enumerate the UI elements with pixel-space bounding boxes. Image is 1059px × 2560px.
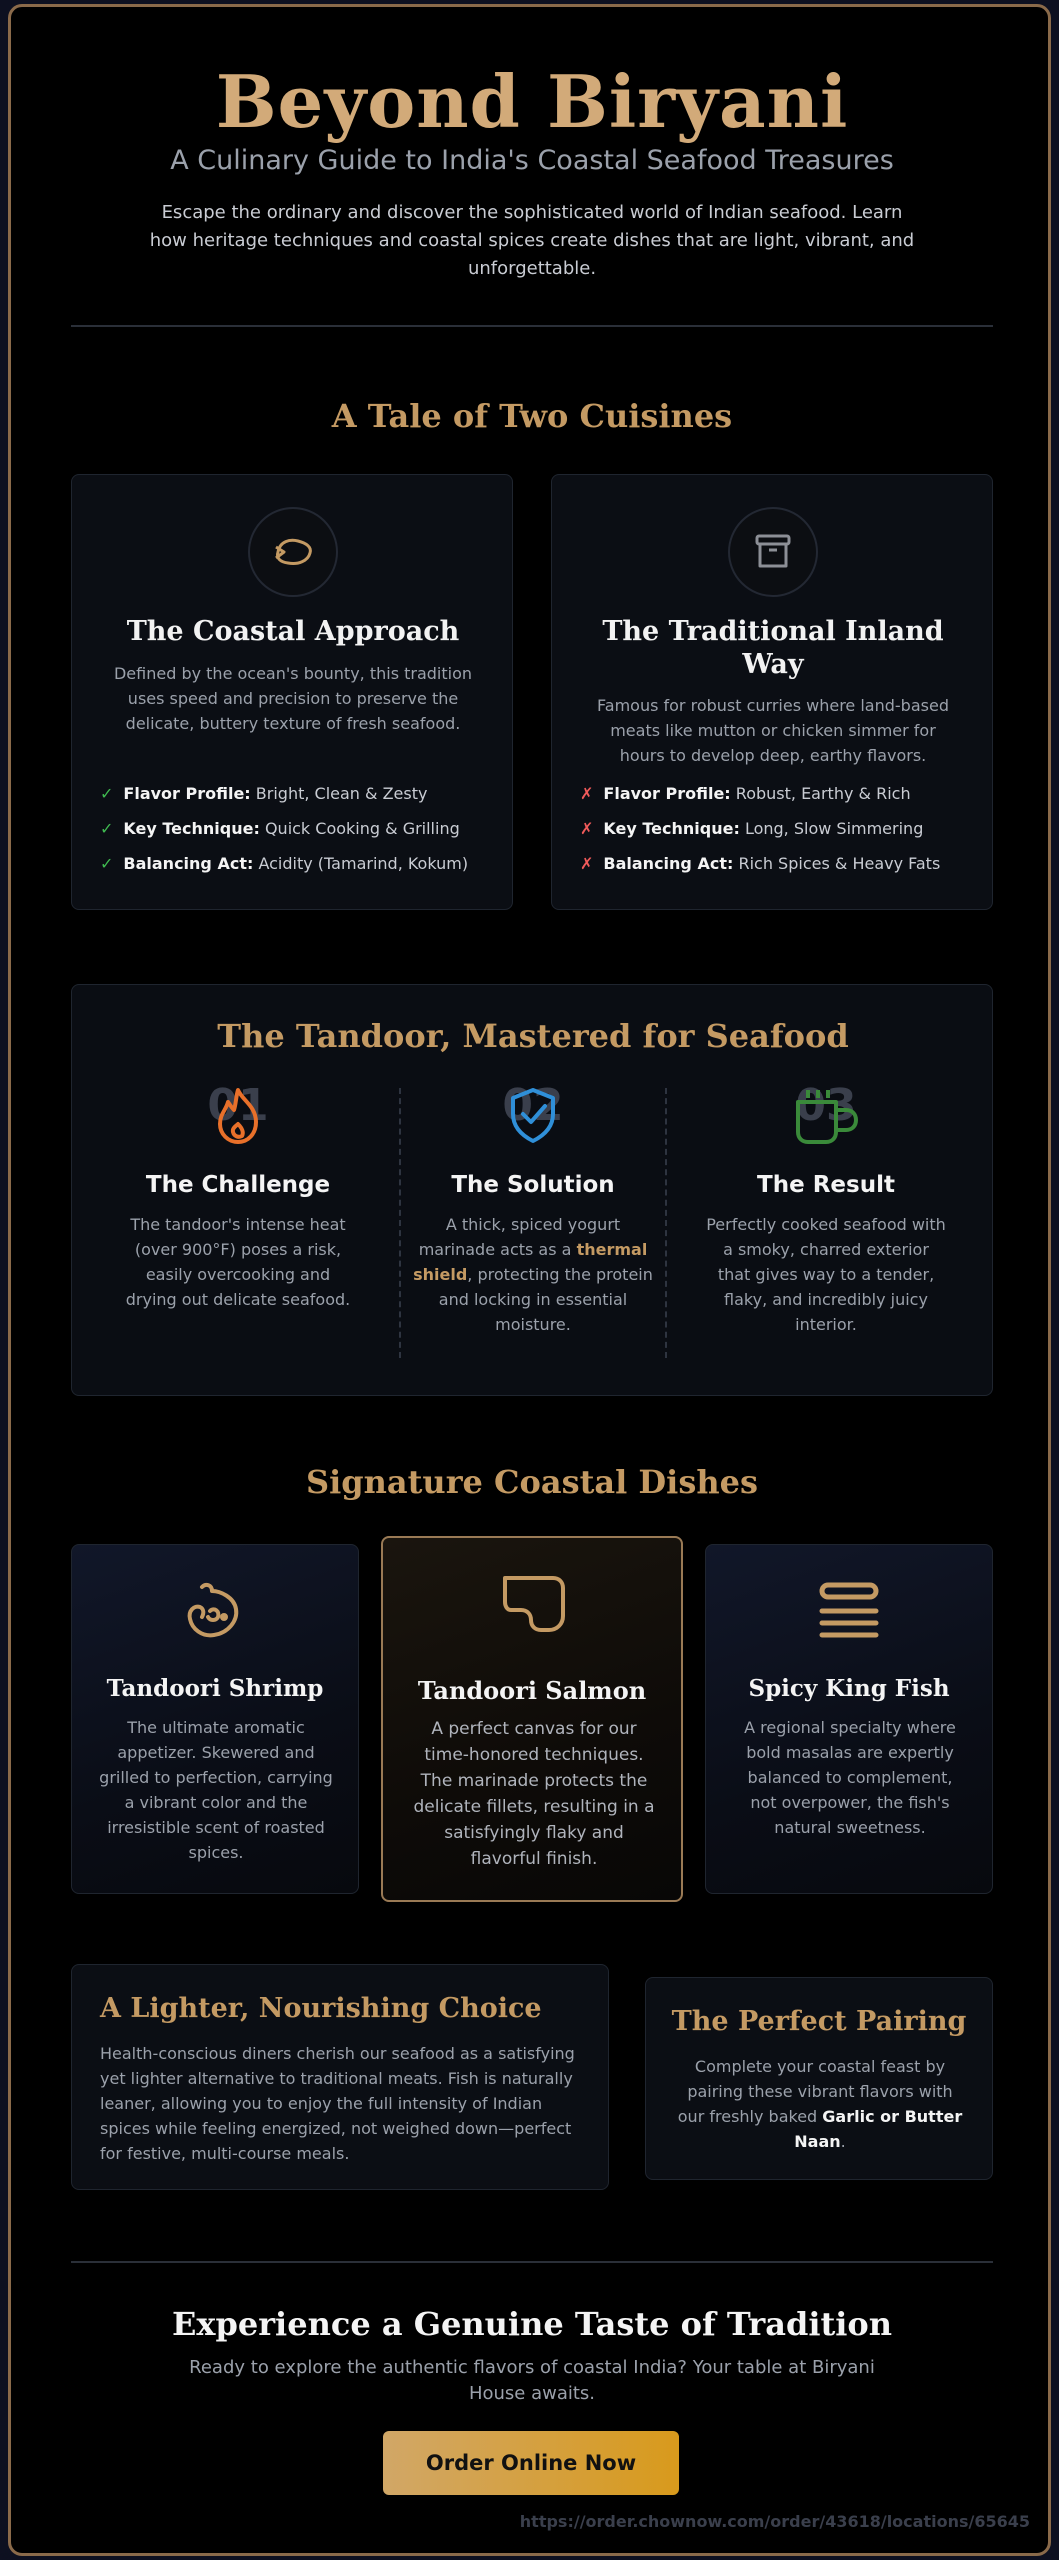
divider — [71, 325, 993, 327]
hero-intro: Escape the ordinary and discover the sophisticated world of Indian seafood. Learn how heritage techniques and coastal spices create dishes that are light, vibrant, and unforgettable. — [149, 202, 915, 279]
pairing-text — [672, 2054, 968, 2154]
check-icon: ✓ — [100, 819, 114, 838]
inland-card — [551, 474, 993, 910]
cross-icon: ✗ — [580, 854, 594, 873]
pairing-card — [645, 1977, 993, 2180]
step-number: 02 — [502, 1080, 564, 1131]
flame-icon — [108, 1084, 368, 1146]
pairing-text-pre: Complete your coastal feast by pairing these vibrant flavors with our freshly baked — [677, 2057, 953, 2126]
lighter-card — [71, 1964, 609, 2190]
dishes-title: Signature Coastal Dishes — [306, 1463, 758, 1501]
cta-heading: Experience a Genuine Taste of Tradition — [171, 2305, 893, 2343]
dish-text: A regional specialty where bold masalas are expertly balanced to complement, not overpower, the fish's natural sweetness. — [744, 1718, 956, 1837]
step-heading: The Challenge — [145, 1172, 331, 1198]
feature-label: Flavor Profile: — [123, 784, 251, 803]
page-frame — [8, 4, 1051, 2556]
coastal-feature — [100, 784, 427, 803]
step-text-pre: A thick, spiced yogurt marinade acts as a — [418, 1215, 621, 1259]
step-text: Perfectly cooked seafood with a smoky, charred exterior that gives way to a tender, flaky, and incredibly juicy interior. — [706, 1215, 946, 1334]
page-subtitle: A Culinary Guide to India's Coastal Seafood Treasures — [170, 145, 894, 176]
layers-icon — [706, 1577, 992, 1643]
feature-value: Quick Cooking & Grilling — [264, 819, 460, 838]
check-icon: ✓ — [100, 784, 114, 803]
shrimp-icon — [72, 1577, 358, 1643]
coastal-text: Defined by the ocean's bounty, this tradition uses speed and precision to preserve the delicate, buttery texture of fresh seafood. — [113, 664, 473, 733]
page-title: Beyond Biryani — [215, 59, 849, 144]
feature-value: Bright, Clean & Zesty — [255, 784, 428, 803]
coastal-heading: The Coastal Approach — [126, 616, 460, 647]
tandoor-section — [71, 984, 993, 1396]
step-divider — [399, 1088, 401, 1358]
inland-heading: The Traditional Inland Way — [602, 616, 944, 680]
coastal-card — [71, 474, 513, 910]
mug-icon — [696, 1084, 956, 1146]
dish-heading: Tandoori Salmon — [417, 1676, 647, 1705]
step-text: The tandoor's intense heat (over 900°F) poses a risk, easily overcooking and drying out delicate seafood. — [125, 1215, 351, 1309]
inland-feature — [580, 784, 911, 803]
pot-icon — [728, 507, 818, 597]
step-text — [413, 1212, 653, 1337]
step-divider — [665, 1088, 667, 1358]
dish-card[interactable] — [71, 1544, 359, 1894]
fish-icon — [248, 507, 338, 597]
pairing-highlight: Garlic or Butter Naan — [794, 2107, 963, 2151]
cta-text: Ready to explore the authentic flavors of coastal India? Your table at Biryani House awaits. — [189, 2357, 875, 2404]
shield-check-icon — [403, 1084, 663, 1146]
divider — [71, 2261, 993, 2263]
cross-icon: ✗ — [580, 784, 594, 803]
cuisines-title: A Tale of Two Cuisines — [331, 397, 733, 435]
feature-value: Long, Slow Simmering — [744, 819, 924, 838]
status-url: https://order.chownow.com/order/43618/locations/65645 — [519, 2512, 1030, 2531]
dish-heading: Tandoori Shrimp — [106, 1675, 324, 1702]
feature-label: Balancing Act: — [123, 854, 254, 873]
cross-icon: ✗ — [580, 819, 594, 838]
pairing-heading: The Perfect Pairing — [671, 2006, 967, 2037]
check-icon: ✓ — [100, 854, 114, 873]
tandoor-title: The Tandoor, Mastered for Seafood — [217, 1017, 849, 1055]
step-highlight: thermal shield — [413, 1240, 648, 1284]
step-heading: The Solution — [451, 1172, 615, 1198]
feature-label: Flavor Profile: — [603, 784, 731, 803]
step-number: 01 — [207, 1080, 269, 1131]
inland-feature — [580, 819, 923, 838]
feature-label: Balancing Act: — [603, 854, 734, 873]
feature-label: Key Technique: — [603, 819, 740, 838]
step-heading: The Result — [757, 1172, 895, 1198]
feature-label: Key Technique: — [123, 819, 260, 838]
dish-card-featured[interactable] — [381, 1536, 683, 1902]
lighter-text: Health-conscious diners cherish our seafood as a satisfying yet lighter alternative to traditional meats. Fish is naturally leaner, allowing you to enjoy the full intensity of Indian spices while feeling energized, not weighed down—perfect for festive, multi-course meals. — [100, 2044, 575, 2163]
order-online-button[interactable]: Order Online Now — [383, 2431, 679, 2495]
salmon-icon — [383, 1570, 681, 1636]
inland-feature — [580, 854, 940, 873]
feature-value: Rich Spices & Heavy Fats — [738, 854, 941, 873]
feature-value: Acidity (Tamarind, Kokum) — [258, 854, 469, 873]
coastal-feature — [100, 854, 468, 873]
dish-text: The ultimate aromatic appetizer. Skewered and grilled to perfection, carrying a vibrant color and the irresistible scent of roasted spices. — [99, 1718, 333, 1862]
dish-heading: Spicy King Fish — [748, 1675, 950, 1702]
pairing-text-post: . — [840, 2132, 846, 2151]
step-text-post: , protecting the protein and locking in essential moisture. — [438, 1265, 653, 1334]
dish-card[interactable] — [705, 1544, 993, 1894]
inland-text: Famous for robust curries where land-based meats like mutton or chicken simmer for hours to develop deep, earthy flavors. — [597, 696, 949, 765]
coastal-feature — [100, 819, 460, 838]
feature-value: Robust, Earthy & Rich — [735, 784, 911, 803]
lighter-heading: A Lighter, Nourishing Choice — [100, 1993, 542, 2024]
step-number: 03 — [795, 1080, 857, 1131]
dish-text: A perfect canvas for our time-honored techniques. The marinade protects the delicate fillets, resulting in a satisfyingly flaky and flavorful finish. — [413, 1719, 655, 1869]
